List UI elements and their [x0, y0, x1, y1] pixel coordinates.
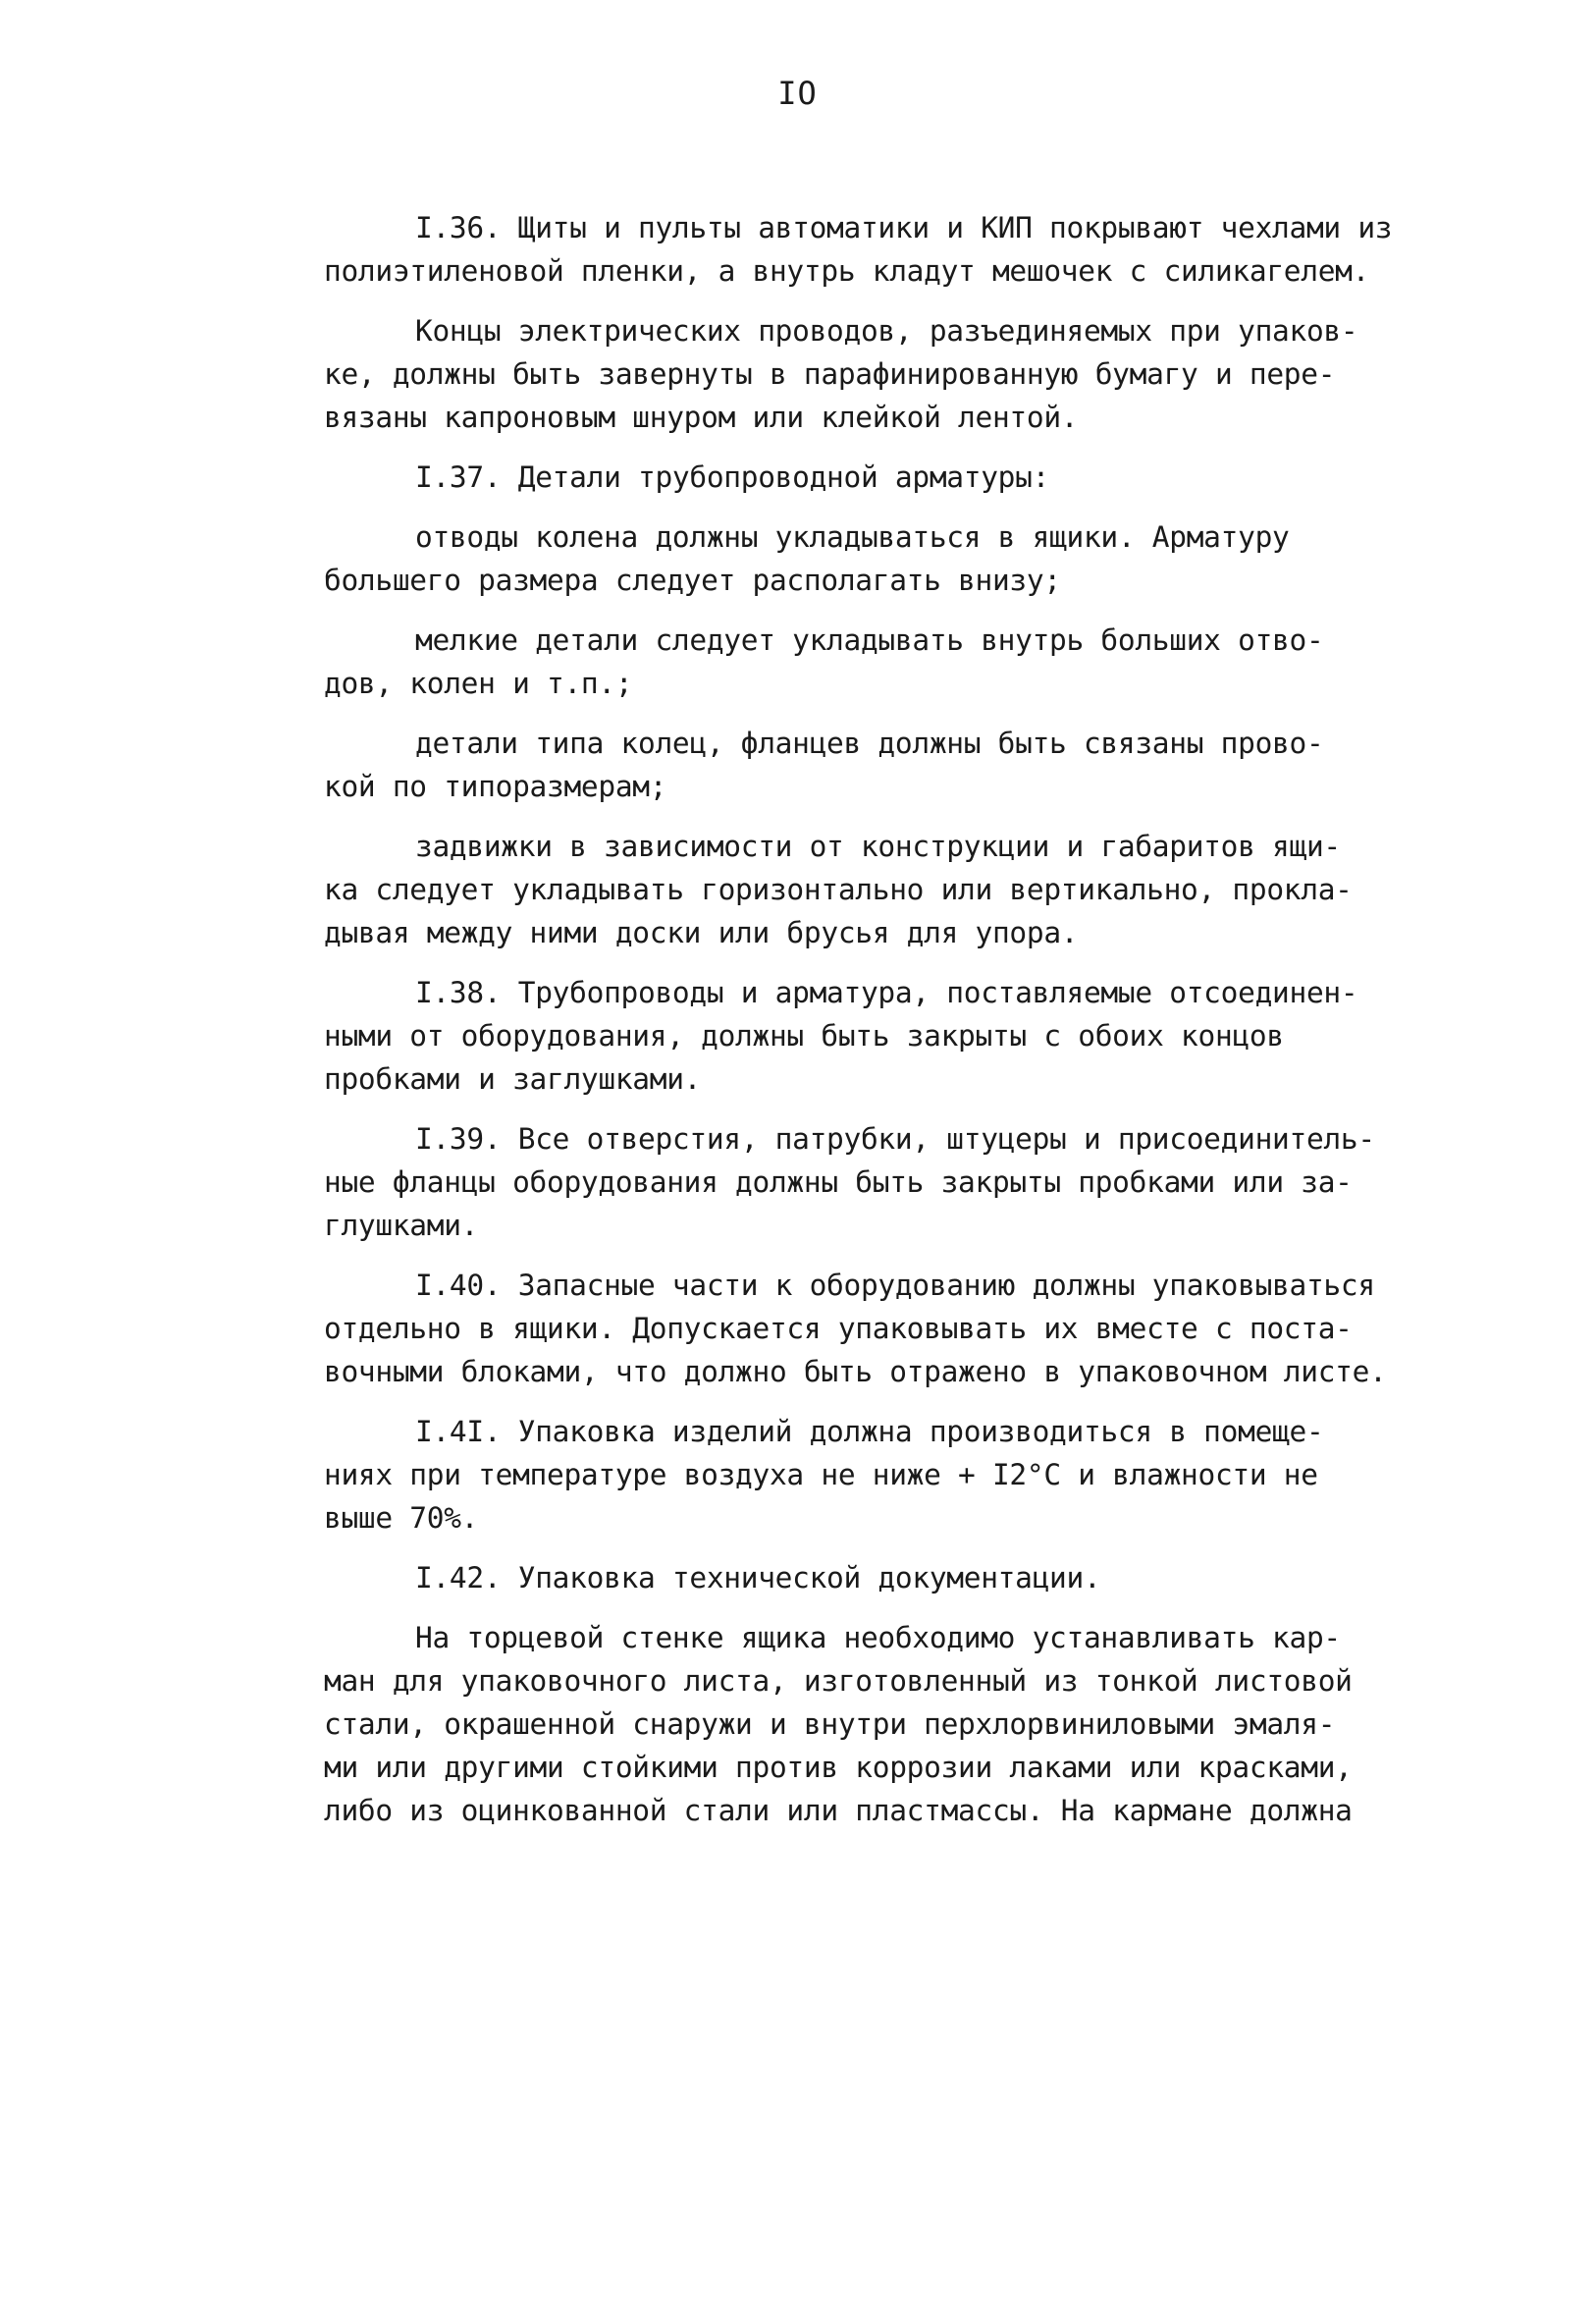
- paragraph-bends: [324, 515, 1423, 602]
- text-line: задвижки в зависимости от конструкции и габаритов ящи-: [415, 830, 1341, 863]
- paragraph-1-38: [324, 971, 1423, 1101]
- text-line: I.39. Все отверстия, патрубки, штуцеры и присоединитель-: [415, 1122, 1375, 1156]
- text-line: выше 70%.: [324, 1501, 479, 1535]
- paragraph-small-parts: [324, 619, 1423, 705]
- text-line: ные фланцы оборудования должны быть закрыты пробками или за-: [324, 1165, 1353, 1199]
- text-line: ка следует укладывать горизонтально или вертикально, прокла-: [324, 873, 1353, 906]
- text-line: полиэтиленовой пленки, а внутрь кладут мешочек с силикагелем.: [324, 254, 1370, 288]
- text-line: большего размера следует располагать внизу;: [324, 564, 1061, 597]
- text-line: I.36. Щиты и пульты автоматики и КИП покрывают чехлами из: [415, 211, 1393, 244]
- text-line: I.37. Детали трубопроводной арматуры:: [415, 460, 1050, 494]
- text-line: Концы электрических проводов, разъединяемых при упаков-: [415, 314, 1358, 348]
- paragraph-1-42: [324, 1556, 1423, 1599]
- text-line: вязаны капроновым шнуром или клейкой лентой.: [324, 401, 1079, 434]
- paragraph-wire-ends: [324, 309, 1423, 439]
- text-line: пробками и заглушками.: [324, 1062, 702, 1096]
- text-line: кой по типоразмерам;: [324, 770, 667, 803]
- text-line: дов, колен и т.п.;: [324, 667, 633, 700]
- text-line: ниях при температуре воздуха не ниже + I2°С и влажности не: [324, 1458, 1318, 1491]
- text-line: ман для упаковочного листа, изготовленный из тонкой листовой: [324, 1664, 1353, 1698]
- text-line: отводы колена должны укладываться в ящики. Арматуру: [415, 520, 1290, 554]
- paragraph-1-37: [324, 456, 1423, 499]
- text-line: детали типа колец, фланцев должны быть связаны прово-: [415, 727, 1324, 760]
- text-line: либо из оцинкованной стали или пластмассы. На кармане должна: [324, 1794, 1353, 1827]
- text-line: ными от оборудования, должны быть закрыты с обоих концов: [324, 1019, 1284, 1053]
- paragraph-rings-flanges: [324, 722, 1423, 808]
- paragraph-pocket: [324, 1616, 1423, 1832]
- text-line: I.40. Запасные части к оборудованию должны упаковываться: [415, 1269, 1375, 1302]
- text-line: отдельно в ящики. Допускается упаковывать их вместе с поста-: [324, 1312, 1353, 1345]
- text-line: стали, окрашенной снаружи и внутри перхлорвиниловыми эмаля-: [324, 1707, 1336, 1741]
- text-line: I.38. Трубопроводы и арматура, поставляемые отсоединен-: [415, 976, 1358, 1009]
- text-line: глушками.: [324, 1209, 479, 1242]
- paragraph-1-36: [324, 206, 1423, 293]
- text-line: мелкие детали следует укладывать внутрь больших отво-: [415, 623, 1324, 657]
- text-line: ми или другими стойкими против коррозии лаками или красками,: [324, 1751, 1353, 1784]
- text-line: вочными блоками, что должно быть отражено в упаковочном листе.: [324, 1355, 1387, 1388]
- paragraph-1-40: [324, 1264, 1423, 1393]
- page-number: IO: [777, 75, 818, 112]
- paragraph-1-41: [324, 1410, 1423, 1540]
- document-body: [324, 206, 1423, 1849]
- paragraph-1-39: [324, 1117, 1423, 1247]
- text-line: I.42. Упаковка технической документации.: [415, 1561, 1101, 1594]
- paragraph-valves: [324, 825, 1423, 954]
- text-line: ке, должны быть завернуты в парафинированную бумагу и пере-: [324, 357, 1336, 391]
- text-line: дывая между ними доски или брусья для упора.: [324, 916, 1079, 949]
- text-line: На торцевой стенке ящика необходимо устанавливать кар-: [415, 1621, 1341, 1654]
- text-line: I.4I. Упаковка изделий должна производиться в помеще-: [415, 1415, 1324, 1448]
